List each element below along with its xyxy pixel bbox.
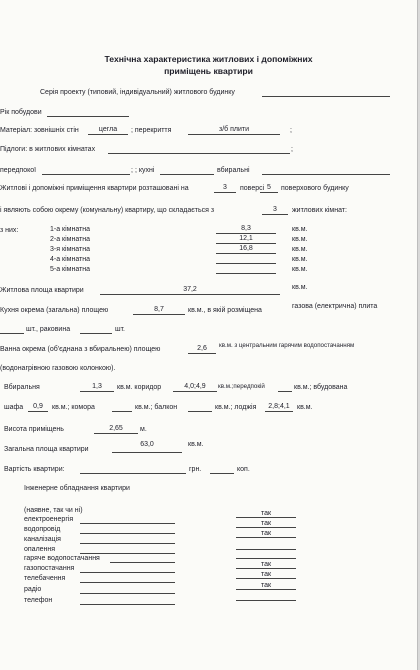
room-label: 5-а кімнатна (50, 266, 91, 273)
location-floor-line (214, 192, 236, 193)
title-line-1: Технічна характеристика житлових і допоміжних (104, 54, 313, 64)
equipment-label: телефон (24, 597, 53, 604)
equipment-value-line (236, 578, 296, 579)
walls-line (88, 134, 128, 135)
loggia-label: кв.м.; лоджія (215, 404, 257, 411)
built-in-label: кв.м.; вбудована (294, 384, 348, 391)
room-unit: кв.м. (292, 246, 308, 253)
equipment-value: так (260, 571, 272, 578)
room-value: 8,3 (241, 225, 251, 232)
stove-count-line (0, 333, 24, 334)
closet-line (28, 411, 48, 412)
equipment-label: газопостачання (24, 565, 75, 572)
year-label: Рік побудови (0, 109, 42, 116)
equipment-value: так (260, 530, 272, 537)
equipment-value: так (260, 561, 272, 568)
equipment-value: так (260, 582, 272, 589)
kitchen-floor-line (160, 174, 214, 175)
room-unit: кв.м. (292, 266, 308, 273)
equipment-label: гаряче водопостачання (24, 555, 100, 562)
location-total-value: 5 (267, 184, 271, 191)
bath-label: Ванна окрема (об'єднана з вбиральнею) площею (0, 346, 161, 353)
toilet-area-value: 1,3 (92, 383, 102, 390)
equipment-line (80, 582, 175, 583)
room-line (216, 273, 276, 274)
walls-label: Матеріал: зовнішніх стін (0, 127, 79, 134)
equipment-value-line (236, 517, 296, 518)
height-value: 2,65 (109, 425, 123, 432)
title-line-2: приміщень квартири (164, 66, 253, 76)
equipment-value: так (260, 510, 272, 517)
equipment-line (80, 523, 175, 524)
walls-end: ; (290, 127, 292, 134)
equipment-label: електроенергія (24, 516, 74, 523)
walls-value: цегла (98, 126, 118, 133)
apartment-end: житлових кімнат: (292, 207, 347, 214)
floors-label: Підлоги: в житлових кімнатах (0, 146, 96, 153)
height-unit: м. (140, 426, 147, 433)
bath-area-line (188, 353, 216, 354)
sink-label: шт., раковина (26, 326, 71, 333)
living-area-line (100, 294, 280, 295)
ceiling-label: ; перекриття (131, 127, 172, 134)
equipment-label: опалення (24, 546, 56, 553)
cost-grn-label: грн. (189, 466, 202, 473)
living-area-label: Житлова площа квартири (0, 287, 84, 294)
series-label: Серія проекту (типовий, індивідуальний) житлового будинку (40, 89, 235, 96)
room-label: 1-а кімнатна (50, 226, 91, 233)
equipment-label: каналізація (24, 536, 61, 543)
equipment-label: телебачення (24, 575, 66, 582)
ceiling-line (188, 134, 280, 135)
equipment-line (80, 572, 175, 573)
height-label: Висота приміщень (4, 426, 64, 433)
cost-label: Вартість квартири: (4, 466, 65, 473)
apartment-rooms-value: 3 (273, 206, 277, 213)
kitchen-area-line (133, 314, 185, 315)
of-them-label: з них: (0, 227, 19, 234)
equipment-label: радіо (24, 586, 42, 593)
room-line (216, 263, 276, 264)
cost-kop-line (210, 473, 234, 474)
total-area-line (112, 452, 182, 453)
total-area-value: 63,0 (140, 441, 154, 448)
balcony-label: кв.м.; балкон (135, 404, 178, 411)
toilet-label: Вбиральня (4, 384, 40, 391)
room-unit: кв.м. (292, 236, 308, 243)
equipment-label: водопровід (24, 526, 61, 533)
loggia-unit: кв.м. (297, 404, 313, 411)
cost-kop-label: коп. (237, 466, 250, 473)
hall-area-line (278, 391, 292, 392)
year-line (47, 116, 129, 117)
living-area-value: 37,2 (183, 286, 197, 293)
kitchen-mid: кв.м., в якій розміщена (188, 307, 262, 314)
apartment-text: і являють собою окрему (комунальну) квартиру, що складається з (0, 207, 215, 214)
kitchen-area-value: 8,7 (154, 306, 164, 313)
room-unit: кв.м. (292, 256, 308, 263)
bath-area-value: 2,6 (197, 345, 207, 352)
equipment-line (80, 543, 175, 544)
kitchen-label: Кухня окрема (загальна) площею (0, 307, 109, 314)
total-area-label: Загальна площа квартири (4, 446, 89, 453)
bath-end: кв.м. з центральним гарячим водопостачанням (219, 342, 355, 349)
toilet-area-line (80, 391, 114, 392)
equipment-line (80, 533, 175, 534)
location-total-line (260, 192, 278, 193)
room-unit: кв.м. (292, 226, 308, 233)
hall-end: ; (131, 167, 133, 174)
equipment-value-line (236, 589, 296, 590)
floors-end: ; (291, 146, 293, 153)
storage-label: кв.м.; комора (52, 404, 95, 411)
engineering-hint: (наявне, так чи ні) (24, 507, 83, 514)
room-label: 4-а кімнатна (50, 256, 91, 263)
sink-unit: шт. (115, 326, 125, 333)
equipment-line (110, 562, 175, 563)
room-label: 3-я кімнатна (50, 246, 90, 253)
equipment-value-line (236, 600, 296, 601)
equipment-value-line (236, 549, 296, 550)
corridor-line (173, 391, 217, 392)
stove-label: газова (електрична) плита (292, 303, 378, 310)
loggia-line (265, 411, 293, 412)
height-line (94, 433, 138, 434)
location-text: Житлові і допоміжні приміщення квартири розташовані на (0, 185, 189, 192)
toilet-floor-label: вбиральні (217, 167, 250, 174)
location-mid: поверсі (240, 185, 265, 192)
floors-line (108, 153, 290, 154)
sink-count-line (80, 333, 112, 334)
room-line (216, 243, 276, 244)
room-line (216, 233, 276, 234)
equipment-value-line (236, 537, 296, 538)
room-value: 12,1 (239, 235, 253, 242)
equipment-line (80, 553, 175, 554)
closet-label: шафа (4, 404, 24, 411)
hall-label: передпокої (0, 167, 37, 174)
series-line (262, 96, 390, 97)
equipment-line (80, 604, 175, 605)
ceiling-value: з/б плити (218, 126, 249, 133)
equipment-value-line (236, 558, 296, 559)
equipment-value-line (236, 527, 296, 528)
room-label: 2-а кімнатна (50, 236, 91, 243)
hall-line (42, 174, 130, 175)
balcony-line (188, 411, 212, 412)
toilet-floor-line (262, 174, 390, 175)
total-area-unit: кв.м. (188, 441, 204, 448)
equipment-value: так (260, 520, 272, 527)
closet-value: 0,9 (33, 403, 43, 410)
kitchen-floor-label: ; кухні (135, 167, 155, 174)
cost-grn-line (80, 473, 186, 474)
corridor-label: кв.м. коридор (117, 384, 162, 391)
room-line (216, 253, 276, 254)
equipment-value-line (236, 568, 296, 569)
corridor-value: 4,0;4,9 (184, 383, 206, 390)
location-floor-value: 3 (223, 184, 227, 191)
loggia-value: 2,8;4,1 (268, 403, 290, 410)
apartment-rooms-line (262, 214, 288, 215)
engineering-title: Інженерне обладнання квартири (24, 485, 130, 492)
room-value: 16,8 (239, 245, 253, 252)
equipment-line (80, 593, 175, 594)
hall-area-label: кв.м.;передпокій (218, 383, 265, 390)
living-area-unit: кв.м. (292, 284, 308, 291)
storage-line (112, 411, 132, 412)
location-end: поверхового будинку (281, 185, 349, 192)
bath-line2: (водонагрівною газовою колонкою). (0, 365, 116, 372)
